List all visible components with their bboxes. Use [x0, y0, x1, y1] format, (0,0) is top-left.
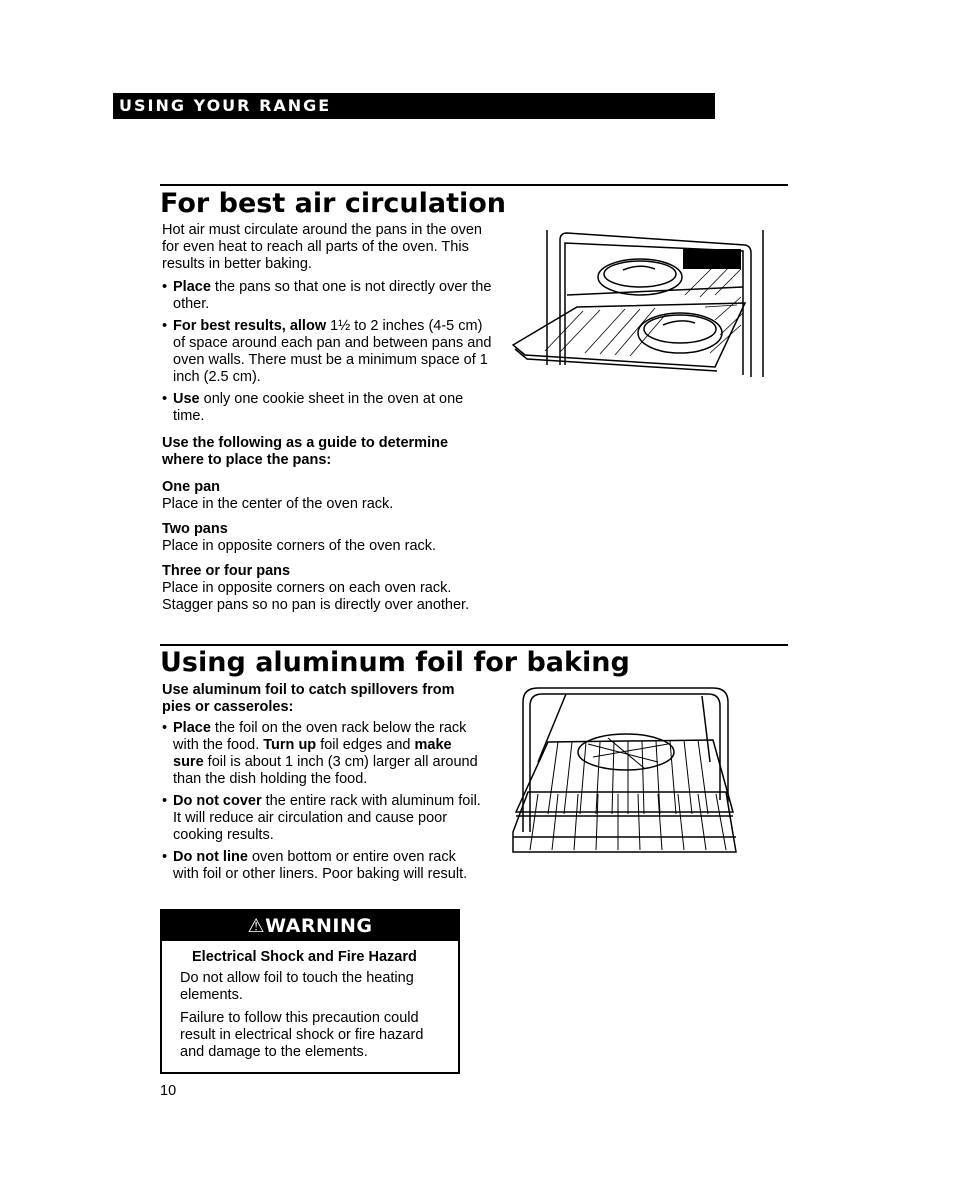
- warning-title: Electrical Shock and Fire Hazard: [192, 949, 417, 965]
- placement-guide-heading: Use the following as a guide to determine where to place the pans:: [162, 435, 449, 468]
- air-circulation-intro: Hot air must circulate around the pans in the oven for even heat to reach all parts of the oven. This results in better baking.: [162, 222, 482, 272]
- page-number: 10: [160, 1083, 177, 1099]
- warning-header: [162, 911, 458, 941]
- oven-foil-rack-illustration: [508, 682, 740, 858]
- section-rule-top: [160, 184, 788, 186]
- warning-line-2: Failure to follow this precaution could result in electrical shock or fire hazard and damage to the elements.: [180, 1010, 424, 1060]
- heading-air-circulation: For best air circulation: [160, 188, 507, 219]
- case-two-pans-title: Two pans: [162, 521, 228, 537]
- section-header-bar: [113, 93, 715, 119]
- warning-body: [162, 941, 458, 1061]
- section-header-title: USING YOUR RANGE: [119, 96, 332, 115]
- bullet-foil-place: • Place the foil on the oven rack below the rack with the food. Turn up foil edges and make sure foil is about 1 inch (3 cm) larger all around than the dish holding the food.: [162, 720, 482, 788]
- case-three-four-pans-text: Place in opposite corners on each oven rack. Stagger pans so no pan is directly over another.: [162, 580, 470, 613]
- warning-box: [160, 909, 460, 1074]
- case-three-four-pans-title: Three or four pans: [162, 563, 291, 579]
- oven-two-pans-illustration: [505, 225, 767, 380]
- bullet-place: • Place the pans so that one is not directly over the other.: [162, 279, 492, 313]
- bullet-best-results: • For best results, allow 1½ to 2 inches (4-5 cm) of space around each pan and between pans and oven walls. There must be a minimum space of 1 inch (2.5 cm).: [162, 318, 492, 386]
- case-one-pan-text: Place in the center of the oven rack.: [162, 496, 394, 512]
- air-circulation-bullets: [162, 279, 492, 425]
- bullet-foil-do-not-cover: • Do not cover the entire rack with aluminum foil. It will reduce air circulation and cause poor cooking results.: [162, 793, 482, 844]
- case-one-pan-title: One pan: [162, 479, 221, 495]
- section-rule-foil: [160, 644, 788, 646]
- warning-label: WARNING: [265, 915, 373, 937]
- warning-triangle-icon: ⚠: [247, 915, 266, 937]
- aluminum-foil-text: [162, 682, 482, 891]
- case-two-pans-text: Place in opposite corners of the oven rack.: [162, 538, 437, 554]
- bullet-foil-do-not-line: • Do not line oven bottom or entire oven rack with foil or other liners. Poor baking will result.: [162, 849, 482, 883]
- warning-line-1: Do not allow foil to touch the heating elements.: [180, 970, 414, 1003]
- air-circulation-text: [162, 222, 492, 622]
- bullet-use: • Use only one cookie sheet in the oven at one time.: [162, 391, 492, 425]
- aluminum-foil-intro: Use aluminum foil to catch spillovers from pies or casseroles:: [162, 682, 455, 715]
- aluminum-foil-bullets: [162, 720, 482, 883]
- heading-aluminum-foil: Using aluminum foil for baking: [160, 647, 630, 678]
